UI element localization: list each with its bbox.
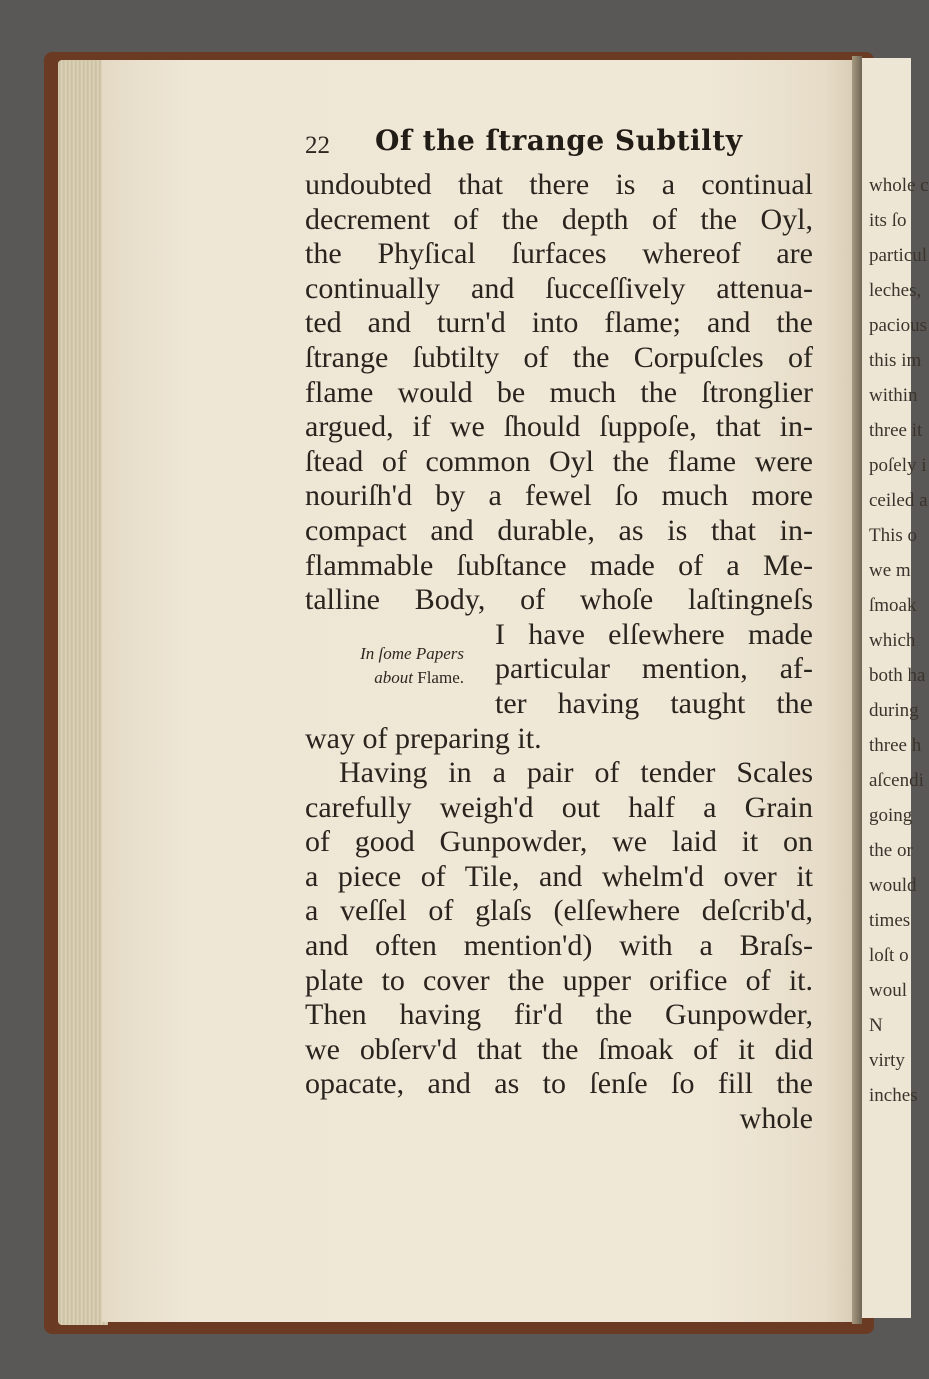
page-header bbox=[305, 124, 825, 168]
text-line: continually and ſucceſſively attenua- bbox=[305, 271, 813, 305]
text-line: decrement of the depth of the Oyl, bbox=[305, 202, 813, 236]
next-page-fragment: pacious bbox=[869, 315, 928, 336]
text-line: ſtrange ſubtilty of the Corpuſcles of bbox=[305, 340, 813, 374]
next-page-fragment: going bbox=[869, 805, 913, 826]
next-page-fragment: ceiled a bbox=[869, 490, 928, 511]
text-line: we obſerv'd that the ſmoak of it did bbox=[305, 1032, 813, 1066]
text-line: ted and turn'd into flame; and the bbox=[305, 306, 813, 340]
page-number: 22 bbox=[305, 132, 330, 159]
text-line: carefully weigh'd out half a Grain bbox=[305, 790, 813, 824]
next-page-fragment: poſely i bbox=[869, 455, 927, 476]
text-line: way of preparing it. bbox=[305, 721, 542, 755]
next-page-fragment: three h bbox=[869, 735, 922, 756]
next-page-fragment: its ſo bbox=[869, 210, 907, 231]
next-page-fragment: N bbox=[869, 1015, 883, 1036]
page-edges bbox=[58, 60, 108, 1325]
margin-note-line-2: about Flame. bbox=[374, 668, 464, 687]
text-line: a veſſel of glaſs (elſewhere deſcrib'd, bbox=[305, 894, 813, 928]
next-page-fragment: ſmoak bbox=[869, 595, 917, 616]
next-page-fragment: particul bbox=[869, 245, 928, 266]
running-title: Of the ſtrange Subtilty bbox=[375, 124, 743, 157]
book-gutter bbox=[852, 56, 862, 1324]
text-line: Then having fir'd the Gunpowder, bbox=[305, 998, 813, 1032]
text-line: opacate, and as to ſenſe ſo fill the bbox=[305, 1067, 813, 1101]
text-line: ter having taught the bbox=[495, 686, 813, 720]
next-page-fragment: this im bbox=[869, 350, 922, 371]
next-page-fragment: whole c bbox=[869, 175, 929, 196]
text-line: particular mention, af- bbox=[495, 652, 813, 686]
next-page-fragment: we m bbox=[869, 560, 911, 581]
next-page-fragment: woul bbox=[869, 980, 907, 1001]
text-line: plate to cover the upper orifice of it. bbox=[305, 963, 813, 997]
margin-note bbox=[284, 642, 464, 690]
text-line: argued, if we ſhould ſuppoſe, that in- bbox=[305, 410, 813, 444]
text-line: flame would be much the ſtronglier bbox=[305, 375, 813, 409]
text-line: talline Body, of whoſe laſtingneſs bbox=[305, 583, 813, 617]
next-page-fragment: which bbox=[869, 630, 916, 651]
text-line: undoubted that there is a continual bbox=[305, 168, 813, 201]
text-line: a piece of Tile, and whelm'd over it bbox=[305, 859, 813, 893]
text-line: compact and durable, as is that in- bbox=[305, 513, 813, 547]
next-page-fragment: within bbox=[869, 385, 918, 406]
next-page-fragment: times bbox=[869, 910, 911, 931]
text-line: Having in a pair of tender Scales bbox=[339, 756, 813, 790]
text-line: ſtead of common Oyl the flame were bbox=[305, 444, 813, 478]
next-page-fragment: aſcendi bbox=[869, 770, 924, 791]
next-page-fragment: the or bbox=[869, 840, 913, 861]
text-line: the Phyſical ſurfaces whereof are bbox=[305, 237, 813, 271]
right-page-edge bbox=[862, 58, 929, 1318]
text-line: I have elſewhere made bbox=[495, 617, 813, 651]
next-page-fragment: virty bbox=[869, 1050, 905, 1071]
next-page-fragment: both ha bbox=[869, 665, 926, 686]
text-line: and often mention'd) with a Braſs- bbox=[305, 929, 813, 963]
next-page-fragment: during bbox=[869, 700, 919, 721]
text-line: flammable ſubſtance made of a Me- bbox=[305, 548, 813, 582]
text-line: whole bbox=[739, 1102, 813, 1136]
text-line: of good Gunpowder, we laid it on bbox=[305, 825, 813, 859]
next-page-fragment: leches, bbox=[869, 280, 922, 301]
next-page-fragment: three it bbox=[869, 420, 923, 441]
text-line: nouriſh'd by a fewel ſo much more bbox=[305, 479, 813, 513]
next-page-fragment: loſt o bbox=[869, 945, 909, 966]
margin-note-line-1: In ſome Papers bbox=[360, 644, 464, 663]
next-page-fragment: would bbox=[869, 875, 917, 896]
next-page-fragment: inches bbox=[869, 1085, 918, 1106]
next-page-fragment: This o bbox=[869, 525, 918, 546]
